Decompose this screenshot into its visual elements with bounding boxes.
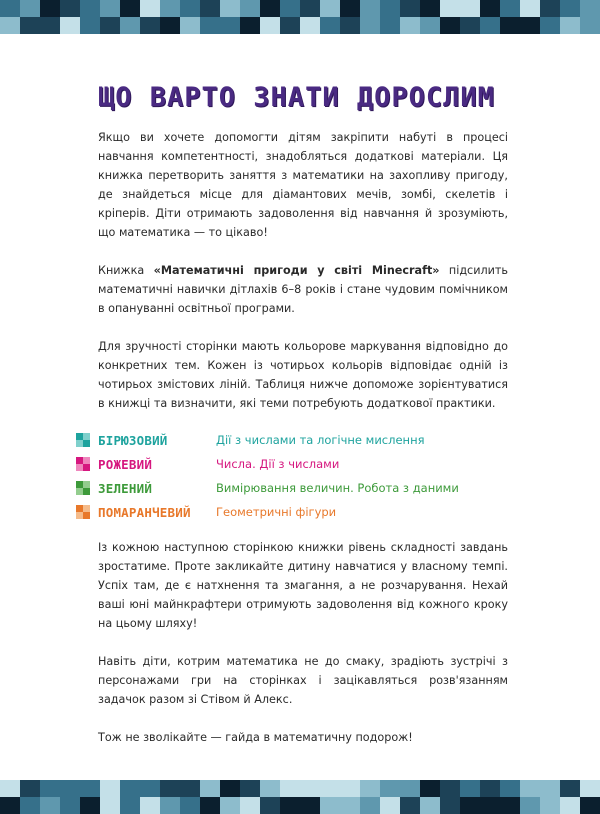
pixel-tile <box>200 780 220 797</box>
pixel-tile <box>400 780 420 797</box>
pixel-tile <box>300 0 320 17</box>
pixel-tile <box>560 780 580 797</box>
pixel-tile <box>80 17 100 34</box>
pixel-tile <box>20 0 40 17</box>
pixel-tile <box>540 17 560 34</box>
pixel-tile <box>60 0 80 17</box>
pixel-tile <box>40 0 60 17</box>
pixel-tile <box>420 780 440 797</box>
pixel-tile <box>440 0 460 17</box>
pixel-tile <box>580 780 600 797</box>
pixel-tile <box>100 780 120 797</box>
pixel-tile <box>520 0 540 17</box>
pixel-tile <box>40 797 60 814</box>
pixel-tile <box>160 0 180 17</box>
pixel-tile <box>560 0 580 17</box>
pixel-tile <box>400 797 420 814</box>
pixel-tile <box>100 0 120 17</box>
pixel-square-icon <box>76 457 90 471</box>
closing-paragraph: Тож не зволікайте — гайда в математичну подорож! <box>98 731 413 744</box>
pixel-tile <box>280 780 300 797</box>
pixel-tile <box>260 0 280 17</box>
pixel-tile <box>540 780 560 797</box>
pixel-tile <box>380 0 400 17</box>
pixel-tile <box>80 780 100 797</box>
pixel-tile <box>480 0 500 17</box>
pixel-tile <box>140 0 160 17</box>
pixel-tile <box>560 797 580 814</box>
legend-color-name: БІРЮЗОВИЙ <box>98 432 168 448</box>
pixel-tile <box>220 780 240 797</box>
pixel-tile <box>520 780 540 797</box>
top-pixel-border <box>0 0 600 34</box>
legend-topic: Числа. Дії з числами <box>216 457 340 471</box>
pixel-tile <box>580 0 600 17</box>
pixel-tile <box>300 780 320 797</box>
pixel-tile <box>240 797 260 814</box>
pixel-tile <box>140 780 160 797</box>
book-paragraph <box>98 261 508 318</box>
legend-topic: Вимірювання величин. Робота з даними <box>216 481 459 495</box>
bottom-pixel-border <box>0 780 600 814</box>
pixel-tile <box>180 17 200 34</box>
page-content <box>98 128 508 766</box>
pixel-tile <box>280 0 300 17</box>
pixel-tile <box>160 780 180 797</box>
pixel-tile <box>300 797 320 814</box>
pixel-tile <box>380 17 400 34</box>
pixel-tile <box>60 780 80 797</box>
pixel-tile <box>500 780 520 797</box>
book-suffix: підсилить математичні навички дітлахів 6–8 років і стане чудовим помічником в опануванні освітньої програми. <box>98 264 509 315</box>
pixel-tile <box>280 17 300 34</box>
pixel-tile <box>120 780 140 797</box>
legend-color-name: ЗЕЛЕНИЙ <box>98 480 153 496</box>
pixel-tile <box>60 17 80 34</box>
pixel-tile <box>320 780 340 797</box>
legend-topic: Геометричні фігури <box>216 505 337 519</box>
pixel-tile <box>220 797 240 814</box>
pixel-tile <box>260 780 280 797</box>
pixel-tile <box>140 17 160 34</box>
pixel-tile <box>100 17 120 34</box>
pixel-tile <box>460 0 480 17</box>
pixel-tile <box>260 797 280 814</box>
pixel-tile <box>500 0 520 17</box>
pixel-tile <box>480 17 500 34</box>
legend-color-name: РОЖЕВИЙ <box>98 456 153 472</box>
intro-paragraph: Якщо ви хочете допомогти дітям закріпити набуті в процесі навчання компетентності, знадобляться додаткові матеріали. Ця книжка перетворить заняття з математики на захопливу пригоду, де знайдеться місце для діамантових мечів, зомбі, скелетів і кріперів. Діти отримають задоволення від навчання й зрозуміють, що математика — то цікаво! <box>98 131 508 239</box>
pixel-tile <box>540 0 560 17</box>
legend-topic: Дії з числами та логічне мислення <box>216 433 425 447</box>
pixel-tile <box>220 0 240 17</box>
pixel-tile <box>480 780 500 797</box>
pixel-square-icon <box>76 433 90 447</box>
legend-row <box>76 500 508 524</box>
pixel-tile <box>0 797 20 814</box>
legend-row <box>76 452 508 476</box>
difficulty-paragraph: Із кожною наступною сторінкою книжки рівень складності завдань зростатиме. Проте закликайте дитину навчатися у власному темпі. Успіх там, де є натхнення та змагання, а не розчарування. Нехай ваші юні майнкрафтери отримують задоволення від кожного кроку на цьому шляху! <box>98 541 508 630</box>
pixel-tile <box>120 0 140 17</box>
pixel-tile <box>460 780 480 797</box>
pixel-tile <box>80 0 100 17</box>
pixel-square-icon <box>76 505 90 519</box>
pixel-tile <box>460 797 480 814</box>
pixel-tile <box>360 0 380 17</box>
pixel-tile <box>140 797 160 814</box>
pixel-tile <box>240 17 260 34</box>
pixel-tile <box>380 780 400 797</box>
pixel-tile <box>0 780 20 797</box>
legend-color-name: ПОМАРАНЧЕВИЙ <box>98 504 191 520</box>
pixel-tile <box>180 0 200 17</box>
pixel-tile <box>440 797 460 814</box>
pixel-tile <box>380 797 400 814</box>
pixel-tile <box>420 797 440 814</box>
pixel-tile <box>440 780 460 797</box>
pixel-tile <box>120 797 140 814</box>
pixel-tile <box>360 797 380 814</box>
book-prefix: Книжка <box>98 264 154 277</box>
pixel-tile <box>200 797 220 814</box>
pixel-square-icon <box>76 481 90 495</box>
color-legend <box>76 428 508 524</box>
pixel-tile <box>120 17 140 34</box>
pixel-tile <box>160 17 180 34</box>
pixel-tile <box>0 0 20 17</box>
pixel-tile <box>180 780 200 797</box>
pixel-tile <box>520 797 540 814</box>
color-coding-paragraph: Для зручності сторінки мають кольорове маркування відповідно до конкретних тем. Кожен із чотирьох кольорів відповідає одній із чотирьох змістових ліній. Таблиця нижче допоможе зорієнтуватися в книжці та визначити, які теми потребують додаткової практики. <box>98 340 508 410</box>
pixel-tile <box>40 17 60 34</box>
pixel-tile <box>240 780 260 797</box>
pixel-tile <box>180 797 200 814</box>
pixel-tile <box>580 797 600 814</box>
pixel-tile <box>580 17 600 34</box>
pixel-tile <box>340 0 360 17</box>
pixel-tile <box>360 17 380 34</box>
pixel-tile <box>220 17 240 34</box>
pixel-tile <box>260 17 280 34</box>
pixel-tile <box>500 17 520 34</box>
pixel-tile <box>300 17 320 34</box>
pixel-tile <box>420 0 440 17</box>
pixel-tile <box>360 780 380 797</box>
pixel-tile <box>400 0 420 17</box>
pixel-tile <box>540 797 560 814</box>
pixel-tile <box>420 17 440 34</box>
pixel-tile <box>240 0 260 17</box>
pixel-tile <box>80 797 100 814</box>
pixel-tile <box>320 17 340 34</box>
pixel-tile <box>100 797 120 814</box>
pixel-tile <box>200 0 220 17</box>
pixel-tile <box>400 17 420 34</box>
pixel-tile <box>320 0 340 17</box>
legend-row <box>76 428 508 452</box>
pixel-tile <box>0 17 20 34</box>
pixel-tile <box>20 780 40 797</box>
pixel-tile <box>460 17 480 34</box>
pixel-tile <box>480 797 500 814</box>
pixel-tile <box>340 797 360 814</box>
pixel-tile <box>340 17 360 34</box>
pixel-tile <box>160 797 180 814</box>
pixel-tile <box>20 17 40 34</box>
pixel-tile <box>500 797 520 814</box>
page-title: ЩО ВАРТО ЗНАТИ ДОРОСЛИМ <box>98 82 495 113</box>
pixel-tile <box>320 797 340 814</box>
pixel-tile <box>440 17 460 34</box>
characters-paragraph: Навіть діти, котрим математика не до смаку, зрадіють зустрічі з персонажами гри на сторінках і зацікавляться розв'язанням задачок разом зі Стівом й Алекс. <box>98 655 508 706</box>
pixel-tile <box>200 17 220 34</box>
pixel-tile <box>520 17 540 34</box>
legend-row <box>76 476 508 500</box>
pixel-tile <box>340 780 360 797</box>
pixel-tile <box>20 797 40 814</box>
pixel-tile <box>280 797 300 814</box>
book-name: «Математичні пригоди у світі Minecraft» <box>153 264 440 277</box>
pixel-tile <box>60 797 80 814</box>
pixel-tile <box>40 780 60 797</box>
pixel-tile <box>560 17 580 34</box>
